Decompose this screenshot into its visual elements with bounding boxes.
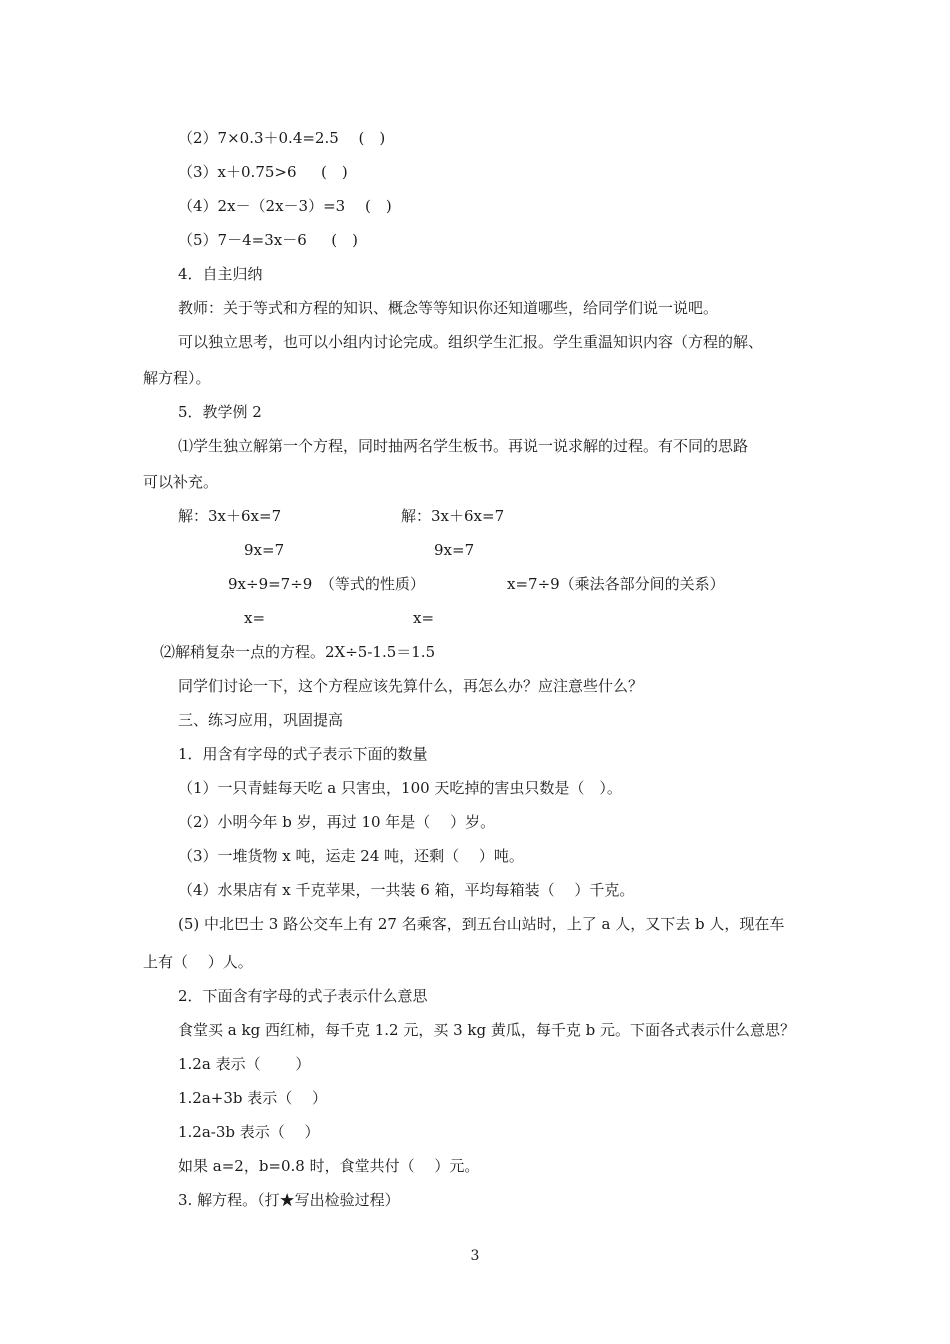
equation-left: 解：3x＋6x=7 (178, 507, 282, 525)
equation-right: x= (413, 609, 435, 627)
equation-right: 9x=7 (434, 541, 475, 559)
text-line: （3）x＋0.75>6 ( ) (178, 163, 348, 181)
text-line: (5) 中北巴士 3 路公交车上有 27 名乘客，到五台山站时，上了 a 人，又下去 b 人，现在车 (178, 915, 785, 933)
text-line: ⑵解稍复杂一点的方程。2X÷5-1.5＝1.5 (160, 643, 436, 661)
text-line: 1.2a 表示（ ） (178, 1055, 311, 1073)
equation-left: x= (244, 609, 266, 627)
text-line: 同学们讨论一下，这个方程应该先算什么，再怎么办？应注意些什么？ (178, 677, 644, 695)
text-line: 食堂买 a kg 西红柿，每千克 1.2 元，买 3 kg 黄瓜，每千克 b 元。下面各式表示什么意思？ (178, 1021, 796, 1039)
text-line: 上有（ ）人。 (143, 953, 253, 971)
text-line: （2）7×0.3＋0.4=2.5 ( ) (178, 129, 386, 147)
text-line: （4）水果店有 x 千克苹果，一共装 6 箱，平均每箱装（ ）千克。 (178, 881, 635, 899)
text-line: （1）一只青蛙每天吃 a 只害虫，100 天吃掉的害虫只数是（ ）。 (178, 779, 622, 797)
text-line: 3. 解方程。（打★写出检验过程） (178, 1191, 400, 1209)
text-line: （5）7－4=3x－6 ( ) (178, 231, 358, 249)
text-line: （3）一堆货物 x 吨，运走 24 吨，还剩（ ）吨。 (178, 847, 524, 865)
equation-right: 解：3x＋6x=7 (401, 507, 505, 525)
text-line: 1．用含有字母的式子表示下面的数量 (178, 745, 428, 763)
equation-left: 9x=7 (244, 541, 285, 559)
text-line: 解方程）。 (143, 369, 211, 387)
equation-left: 9x÷9=7÷9 （等式的性质） (228, 575, 425, 593)
equation-right: x=7÷9（乘法各部分间的关系） (507, 575, 725, 593)
text-line: 1.2a+3b 表示（ ） (178, 1089, 328, 1107)
text-line: （2）小明今年 b 岁，再过 10 年是（ ）岁。 (178, 813, 496, 831)
text-line: 如果 a=2，b=0.8 时，食堂共付（ ）元。 (178, 1157, 480, 1175)
text-line: （4）2x－（2x－3）=3 ( ) (178, 197, 392, 215)
text-line: 1.2a-3b 表示（ ） (178, 1123, 320, 1141)
section-heading: 三、练习应用，巩固提高 (178, 711, 344, 729)
text-line: 可以独立思考，也可以小组内讨论完成。组织学生汇报。学生重温知识内容（方程的解、 (178, 333, 764, 351)
text-line: 2．下面含有字母的式子表示什么意思 (178, 987, 428, 1005)
section-heading: 4．自主归纳 (178, 265, 263, 283)
text-line: 可以补充。 (143, 473, 219, 491)
section-heading: 5．教学例 2 (178, 403, 262, 421)
page-number: 3 (470, 1248, 480, 1264)
text-line: 教师：关于等式和方程的知识、概念等等知识你还知道哪些，给同学们说一说吧。 (178, 299, 719, 317)
text-line: ⑴学生独立解第一个方程，同时抽两名学生板书。再说一说求解的过程。有不同的思路 (178, 437, 749, 455)
